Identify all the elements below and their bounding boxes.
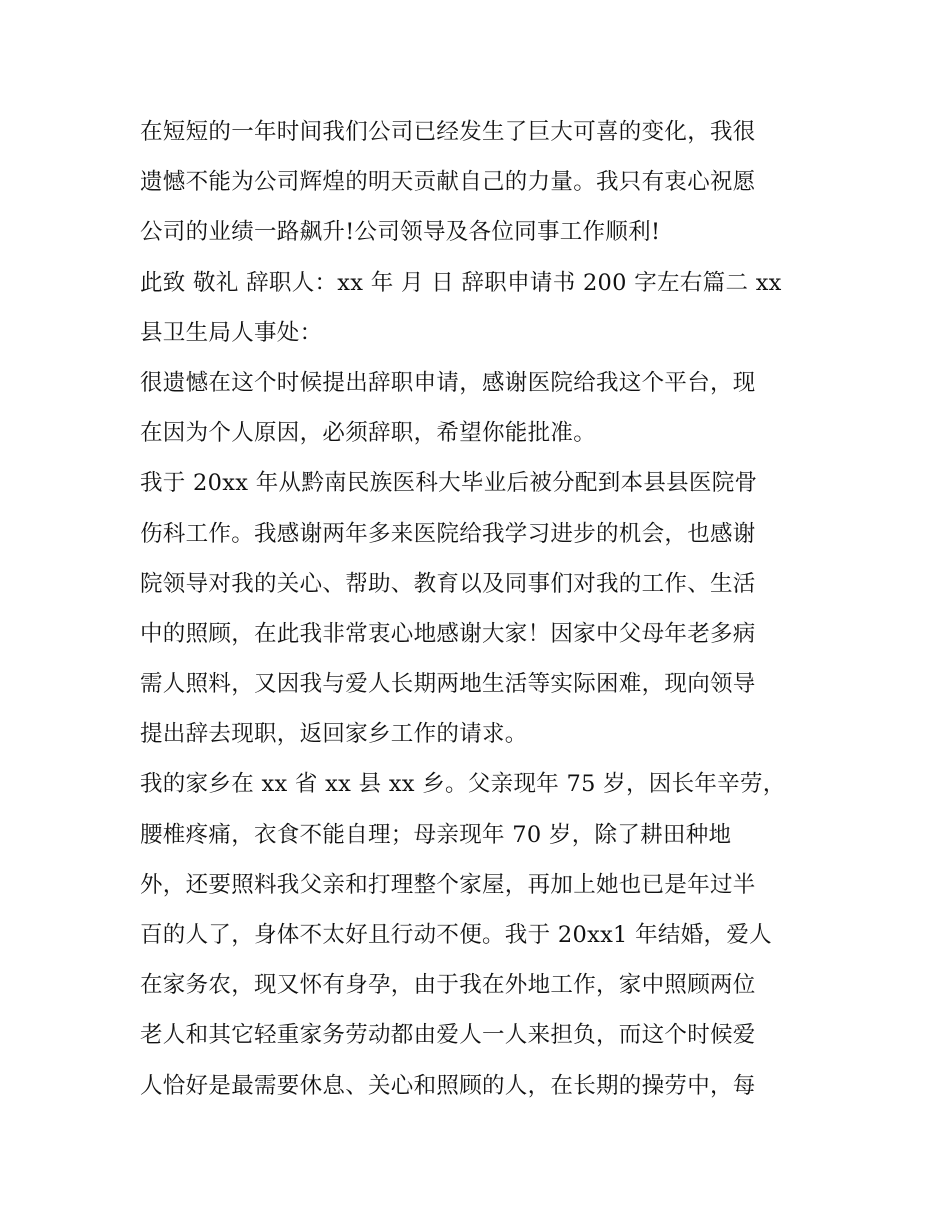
text-line: 此致 敬礼 辞职人：xx 年 月 日 辞职申请书 200 字左右篇二 xx [140, 269, 782, 296]
text-line: 很遗憾在这个时候提出辞职申请，感谢医院给我这个平台，现 [140, 369, 756, 396]
text-line: 老人和其它轻重家务劳动都由爱人一人来担负，而这个时候爱 [140, 1022, 756, 1049]
text-line: 我于 20xx 年从黔南民族医科大毕业后被分配到本县县医院骨 [140, 470, 758, 497]
text-line: 提出辞去现职，返回家乡工作的请求。 [140, 721, 528, 748]
text-line: 在因为个人原因，必须辞职，希望你能批准。 [140, 420, 597, 447]
text-line: 百的人了，身体不太好且行动不便。我于 20xx1 年结婚，爱人 [140, 922, 772, 948]
text-line: 腰椎疼痛，衣食不能自理；母亲现年 70 岁，除了耕田种地 [140, 821, 732, 848]
text-line: 在短短的一年时间我们公司已经发生了巨大可喜的变化，我很 [140, 119, 756, 145]
text-line: 我的家乡在 xx 省 xx 县 xx 乡。父亲现年 75 岁，因长年辛劳， [140, 771, 786, 798]
text-line: 外，还要照料我父亲和打理整个家屋，再加上她也已是年过半 [140, 871, 756, 898]
text-line: 公司的业绩一路飙升!公司领导及各位同事工作顺利! [140, 219, 661, 246]
text-line: 遗憾不能为公司辉煌的明天贡献自己的力量。我只有衷心祝愿 [140, 169, 756, 196]
text-line: 中的照顾，在此我非常衷心地感谢大家！因家中父母年老多病 [140, 620, 756, 647]
text-line: 在家务农，现又怀有身孕，由于我在外地工作，家中照顾两位 [140, 972, 756, 999]
text-line: 需人照料，又因我与爱人长期两地生活等实际困难，现向领导 [140, 671, 756, 698]
document-body [140, 107, 820, 1111]
text-line: 院领导对我的关心、帮助、教育以及同事们对我的工作、生活 [140, 570, 756, 597]
text-line: 伤科工作。我感谢两年多来医院给我学习进步的机会，也感谢 [140, 520, 756, 547]
text-line: 县卫生局人事处： [140, 319, 323, 346]
text-line: 人恰好是最需要休息、关心和照顾的人，在长期的操劳中，每 [140, 1072, 756, 1099]
